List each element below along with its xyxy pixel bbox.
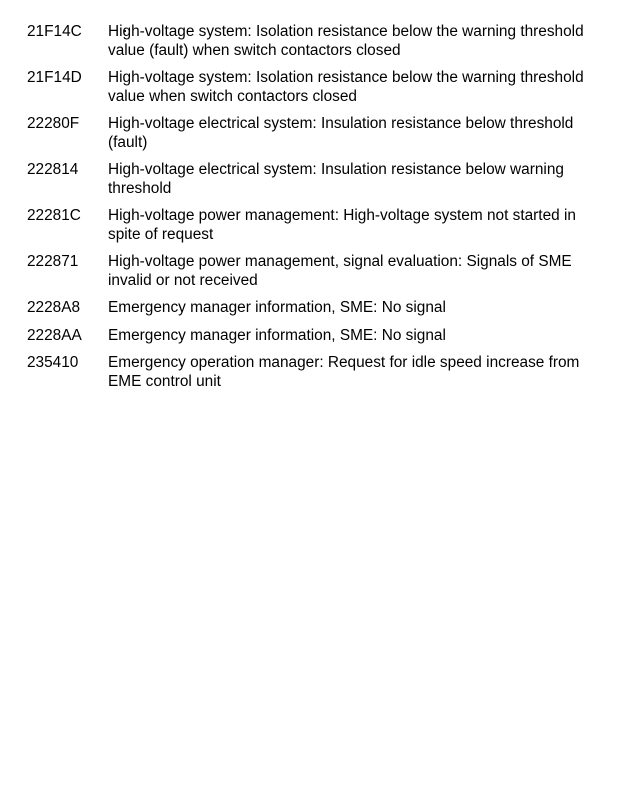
fault-description: Emergency manager information, SME: No signal (108, 326, 446, 344)
fault-code-list (27, 23, 612, 400)
fault-description: High-voltage power management: High-voltage system not started in spite of request (108, 207, 576, 243)
list-item (27, 299, 612, 318)
list-item (27, 207, 612, 244)
fault-code: 222871 (27, 253, 79, 270)
list-item (27, 327, 612, 346)
fault-code: 235410 (27, 354, 79, 371)
list-item (27, 23, 612, 60)
fault-description: Emergency operation manager: Request for idle speed increase from EME control unit (108, 354, 580, 390)
fault-code: 22281C (27, 207, 81, 224)
fault-description: High-voltage system: Isolation resistance below the warning threshold value when switch contactors closed (108, 69, 584, 105)
list-item (27, 253, 612, 290)
fault-code: 222814 (27, 161, 79, 178)
fault-description: High-voltage power management, signal evaluation: Signals of SME invalid or not received (108, 253, 572, 289)
fault-code: 21F14C (27, 23, 82, 40)
fault-code: 21F14D (27, 69, 82, 86)
fault-description: Emergency manager information, SME: No signal (108, 299, 446, 316)
fault-code: 2228A8 (27, 299, 81, 316)
list-item (27, 354, 612, 391)
fault-description: High-voltage electrical system: Insulation resistance below warning threshold (108, 161, 564, 197)
fault-description: High-voltage system: Isolation resistance below the warning threshold value (fault) when switch contactors closed (108, 23, 584, 59)
fault-code: 2228AA (27, 326, 82, 344)
list-item (27, 115, 612, 152)
list-item (27, 161, 612, 198)
fault-description: High-voltage electrical system: Insulation resistance below threshold (fault) (108, 115, 574, 151)
fault-code: 22280F (27, 115, 80, 132)
list-item (27, 69, 612, 106)
